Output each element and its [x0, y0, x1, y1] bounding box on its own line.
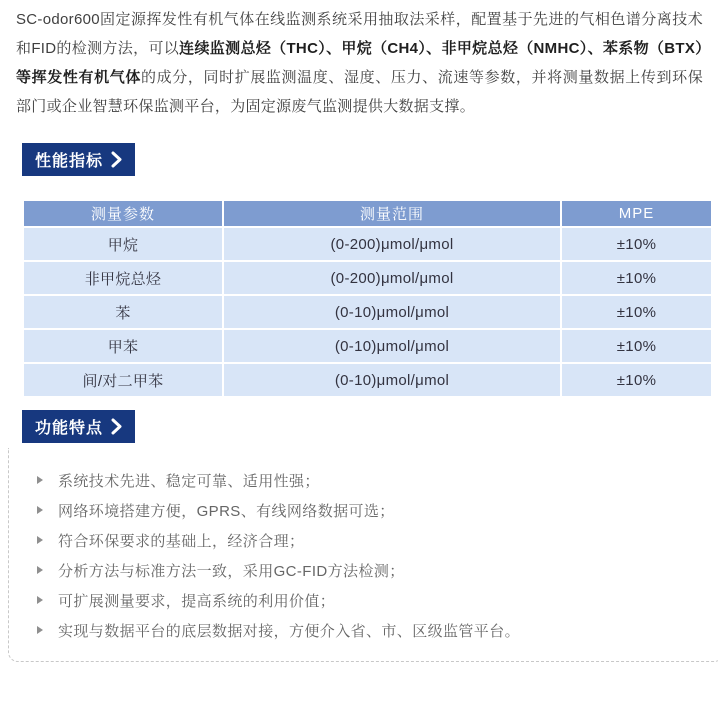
feature-text: 实现与数据平台的底层数据对接，方便介入省、市、区级监管平台。: [58, 622, 521, 640]
cell-range: (0-10)μmol/μmol: [224, 296, 560, 328]
feature-text: 分析方法与标准方法一致，采用GC-FID方法检测；: [58, 562, 405, 580]
spec-table-header-row: [24, 201, 711, 226]
performance-badge[interactable]: [22, 143, 135, 176]
cell-param: 苯: [24, 296, 222, 328]
cell-mpe: ±10%: [562, 330, 711, 362]
cell-param: 间/对二甲苯: [24, 364, 222, 396]
header-cell-mpe: MPE: [562, 201, 711, 226]
features-badge-label: 功能特点: [35, 420, 104, 437]
feature-item: [37, 620, 718, 640]
triangle-bullet-icon: [37, 506, 43, 514]
feature-text: 系统技术先进、稳定可靠、适用性强；: [58, 472, 320, 490]
table-row: [24, 330, 711, 362]
chevron-right-icon: [111, 151, 122, 168]
intro-paragraph: [16, 5, 703, 121]
intro-text-2: 的成分，同时扩展监测温度、湿度、压力、流速等参数，并将测量数据上传到环保部门或企业智慧环保监测平台，为固定源废气监测提供大数据支撑。: [16, 69, 703, 115]
triangle-bullet-icon: [37, 476, 43, 484]
cell-mpe: ±10%: [562, 364, 711, 396]
intro-text-bold: 连续监测总烃（THC）、甲烷（CH4）、非甲烷总烃（NMHC）、苯系物（BTX）等挥发性有机气体: [16, 40, 703, 86]
cell-mpe: ±10%: [562, 296, 711, 328]
table-row: [24, 296, 711, 328]
table-row: [24, 262, 711, 294]
cell-param: 甲苯: [24, 330, 222, 362]
triangle-bullet-icon: [37, 536, 43, 544]
features-badge[interactable]: [22, 410, 135, 443]
header-cell-param: 测量参数: [24, 201, 222, 226]
triangle-bullet-icon: [37, 566, 43, 574]
feature-text: 网络环境搭建方便，GPRS、有线网络数据可选；: [58, 502, 395, 520]
cell-param: 甲烷: [24, 228, 222, 260]
feature-item: [37, 470, 718, 490]
performance-badge-label: 性能指标: [35, 153, 104, 170]
feature-list: [37, 470, 718, 640]
triangle-bullet-icon: [37, 626, 43, 634]
spec-table: [22, 199, 713, 398]
cell-range: (0-200)μmol/μmol: [224, 262, 560, 294]
intro-text-1: SC-odor600固定源挥发性有机气体在线监测系统采用抽取法采样，配置基于先进的气相色谱分离技术和FID的检测方法，可以: [16, 11, 703, 57]
feature-text: 可扩展测量要求，提高系统的利用价值；: [58, 592, 336, 610]
feature-panel: [8, 448, 718, 662]
cell-mpe: ±10%: [562, 228, 711, 260]
table-row: [24, 228, 711, 260]
feature-item: [37, 530, 718, 550]
feature-item: [37, 560, 718, 580]
cell-range: (0-10)μmol/μmol: [224, 330, 560, 362]
feature-item: [37, 590, 718, 610]
triangle-bullet-icon: [37, 596, 43, 604]
cell-range: (0-10)μmol/μmol: [224, 364, 560, 396]
cell-range: (0-200)μmol/μmol: [224, 228, 560, 260]
feature-text: 符合环保要求的基础上，经济合理；: [58, 532, 305, 550]
table-row: [24, 364, 711, 396]
feature-item: [37, 500, 718, 520]
spec-table-body: [24, 228, 711, 396]
cell-mpe: ±10%: [562, 262, 711, 294]
cell-param: 非甲烷总烃: [24, 262, 222, 294]
chevron-right-icon: [111, 418, 122, 435]
header-cell-range: 测量范围: [224, 201, 560, 226]
